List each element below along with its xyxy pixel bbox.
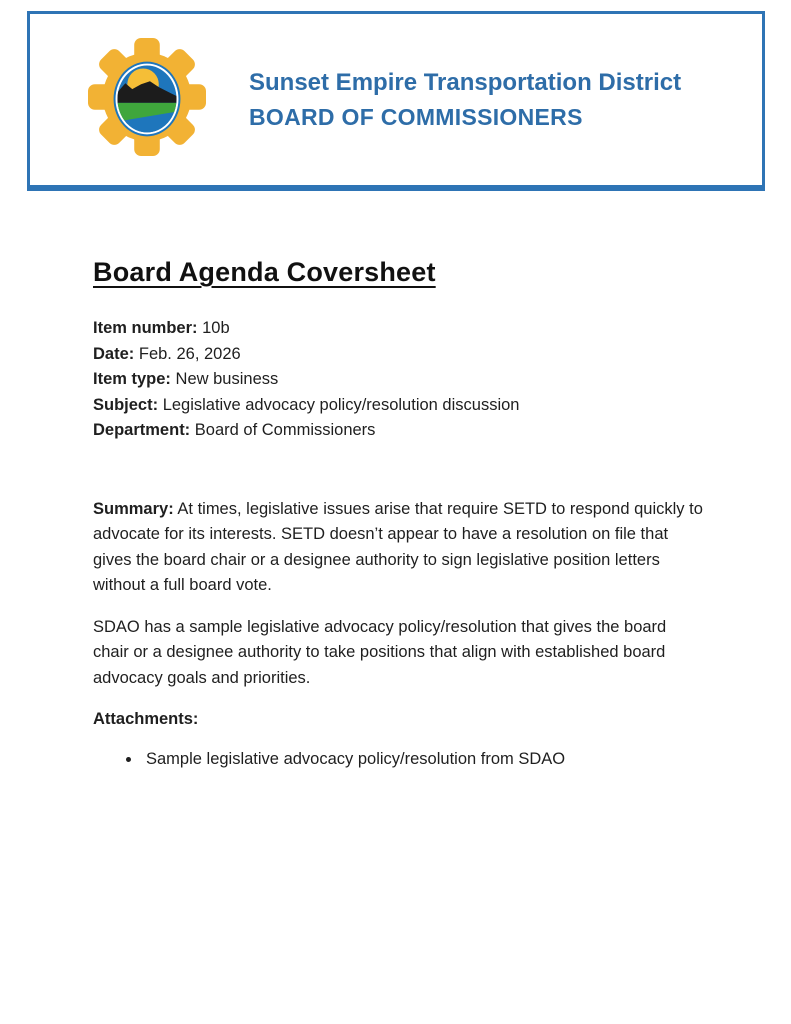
attachment-item: • Sample legislative advocacy policy/resolution from SDAO: [142, 747, 705, 773]
summary-text: At times, legislative issues arise that require SETD to respond quickly to advocate for its interests. SETD doesn’t appear to have a resolution on file that gives the board chair or a designee authority to sign legislative position letters without a full board vote.: [93, 499, 703, 594]
meta-label: Item type:: [93, 370, 171, 388]
gear-landscape-icon: [88, 37, 206, 157]
page-title: Board Agenda Coversheet: [93, 257, 436, 287]
meta-value: 10b: [202, 319, 230, 337]
meta-value: Board of Commissioners: [194, 421, 376, 439]
sdao-paragraph: SDAO has a sample legislative advocacy policy/resolution that gives the board chair or a designee authority to take positions that align with established board advocacy goals and priorities.: [93, 617, 667, 687]
meta-label: Subject:: [93, 395, 159, 414]
summary-paragraph: [93, 497, 705, 599]
document-body: [93, 256, 705, 772]
org-logo: [88, 37, 206, 162]
meta-subject: [93, 393, 705, 419]
meta-item-type: [93, 367, 705, 393]
org-name: Sunset Empire Transportation District: [249, 68, 682, 96]
meta-date: [93, 342, 705, 368]
attachments-label: Attachments:: [93, 710, 199, 728]
meta-item-number: [93, 316, 705, 342]
summary-label: Summary:: [93, 499, 174, 518]
org-subtitle: BOARD OF COMMISSIONERS: [249, 103, 583, 130]
meta-department: [93, 418, 705, 444]
meta-value: Feb. 26, 2026: [138, 344, 241, 363]
meta-label: Item number:: [93, 319, 198, 337]
attachments-list: [93, 747, 705, 773]
meta-label: Department:: [93, 421, 191, 439]
org-header: [27, 11, 765, 191]
meta-block: [93, 316, 705, 444]
meta-label: Date:: [93, 344, 135, 363]
meta-value: Legislative advocacy policy/resolution discussion: [162, 395, 520, 414]
meta-value: New business: [175, 370, 279, 388]
